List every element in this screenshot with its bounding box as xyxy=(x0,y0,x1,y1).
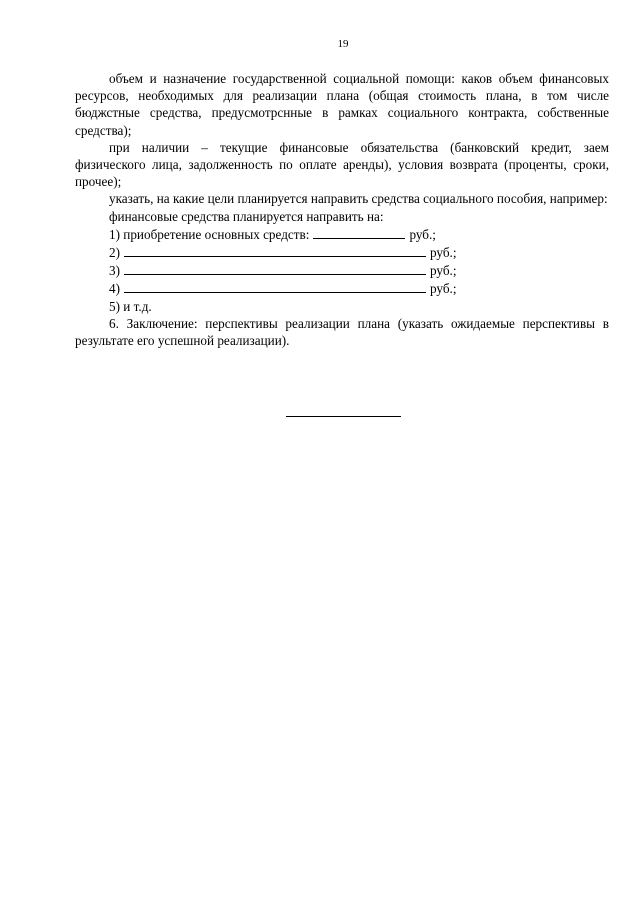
fill-in-blank xyxy=(124,279,426,293)
list-item-label: 4) xyxy=(109,281,120,297)
list-item-3 xyxy=(75,261,609,279)
paragraph-funds-purpose: указать, на какие цели планируется направить средства социального пособия, например: xyxy=(109,191,608,207)
page-number: 19 xyxy=(337,38,349,50)
list-item-1 xyxy=(75,225,609,243)
document-body xyxy=(75,70,609,349)
list-item-unit: руб.; xyxy=(430,281,457,297)
paragraph-conclusion: 6. Заключение: перспективы реализации плана (указать ожидаемые перспективы в результате его успешной реализации). xyxy=(75,315,609,349)
list-item-2 xyxy=(75,243,609,261)
list-item-4 xyxy=(75,279,609,297)
fill-in-blank xyxy=(124,243,426,257)
list-item-unit: руб.; xyxy=(430,245,457,261)
end-of-document-rule xyxy=(286,416,401,417)
list-item-label: 3) xyxy=(109,263,120,279)
fill-in-blank xyxy=(124,261,426,275)
list-item-unit: руб.; xyxy=(430,263,457,279)
list-item-5: 5) и т.д. xyxy=(109,298,152,314)
list-item-unit: руб.; xyxy=(409,226,436,242)
paragraph-financial-obligations: при наличии – текущие финансовые обязательства (банковский кредит, заем физического лица, задолженность по оплате аренды), условия возврата (проценты, сроки, прочее); xyxy=(75,139,609,190)
paragraph-funds-intro: финансовые средства планируется направить на: xyxy=(109,208,384,224)
list-item-label: 2) xyxy=(109,245,120,261)
fill-in-blank xyxy=(313,225,405,239)
list-item-label: 1) приобретение основных средств: xyxy=(109,226,310,242)
paragraph-assistance-volume: объем и назначение государственной социальной помощи: каков объем финансовых ресурсов, необходимых для реализации плана (общая стоимость плана, в том числе бюджстные средства, предусмотрснные в рамках социального контракта, собственные средства); xyxy=(75,71,609,138)
